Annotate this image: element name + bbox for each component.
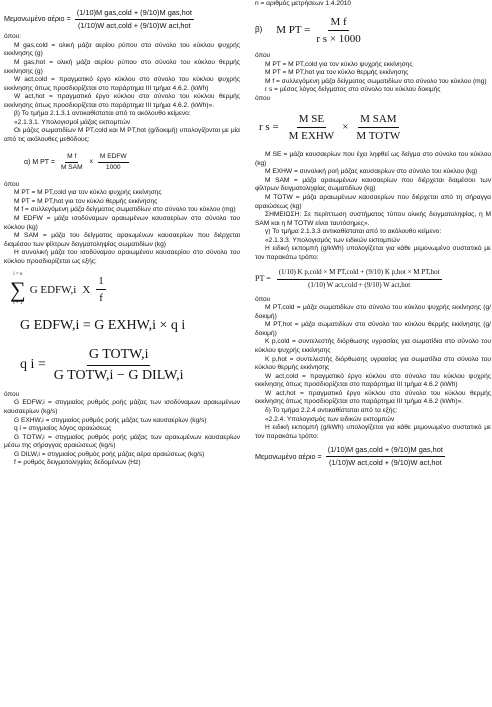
fraction-numerator: M EDFW — [98, 153, 129, 164]
equation-fraction — [52, 346, 186, 385]
equation-fraction — [314, 15, 362, 47]
fraction-numerator: M f — [328, 15, 348, 31]
definition-item: M gas,cold = ολική μάζα αερίου ρύπου στο σύνολο του κύκλου ψυχρής εκκίνησης (g) — [4, 41, 240, 58]
fraction-numerator: M f — [65, 153, 78, 164]
sum-operator — [10, 272, 26, 307]
definition-item: M gas,hot = ολική μάζα αερίου ρύπου στο σύνολο του κύκλου θερμής εκκίνησης (g) — [4, 58, 240, 75]
paragraph-beta: β) Το τμήμα 2.1.3.1 αντικαθίσταται από το ακόλουθο κείμενο: — [14, 110, 191, 118]
where-label: όπου — [4, 180, 20, 188]
fraction-denominator: M TOTW — [356, 129, 401, 142]
fraction-denominator: (1/10)W act,cold + (9/10)W act,hot — [328, 457, 442, 467]
right-column — [255, 0, 491, 470]
fraction-numerator: (1/10)M gas,cold + (9/10)M gas,hot — [326, 445, 445, 457]
fraction-numerator: (1/10) K p,cold × M PT,cold + (9/10) K p,hot × M PT,hot — [277, 268, 442, 279]
equation-lhs: q i = — [20, 357, 46, 373]
definition-item: M EXHW = συνολική ροή μάζας καυσαερίων στο σύνολο του κύκλου (kg) — [265, 168, 478, 176]
sigma-icon: ∑ — [10, 276, 26, 302]
equation-rs — [259, 112, 491, 144]
equation-lhs: r s = — [259, 121, 279, 134]
equation-fraction — [277, 268, 442, 289]
definition-list — [4, 42, 240, 111]
equation-fraction — [75, 8, 194, 30]
definition-item: G DILW,i = στιγμιαίος ρυθμός ροής μάζας αέρα αραιώσεως (kg/s) — [14, 450, 205, 458]
note-paragraph: ΣΗΜΕΙΩΣΗ: Σε περίπτωση συστήματος τύπου ολικής δειγματοληψίας, η M SAM και η M TOTW είναι ταυτόσημες». — [255, 211, 491, 227]
where-label: όπου — [255, 94, 271, 102]
equation-fraction — [59, 153, 85, 173]
fraction-numerator: G TOTW,i — [87, 346, 151, 366]
definition-list — [255, 61, 491, 95]
definition-item: M PT = M PT,cold για τον κύκλο ψυχρής εκκίνησης — [265, 60, 413, 68]
paragraph-delta: δ) Το τμήμα 2.2.4 αντικαθίσταται από τα εξής: — [265, 406, 398, 414]
equation-single-gas — [255, 445, 491, 467]
where-label: όπου — [255, 295, 271, 303]
definition-item: G EDFW,i = στιγμιαίος ρυθμός ροής μάζας των ισοδύναμων αραιωμένων καυσαερίων (kg/s) — [4, 399, 240, 415]
equation-label: Μεμονωμένο αέριο = — [4, 14, 71, 24]
definition-item: r s = μέσος λόγος δείγματος στο σύνολο του κύκλου δοκιμής — [265, 86, 441, 94]
equation-a — [24, 153, 240, 173]
where-label: όπου — [4, 390, 20, 398]
paragraph-total-mass: Η συνολική μάζα του ισοδύναμου αραιωμένου καυσαερίου στο σύνολο του κύκλου προσδιορίζεται ως εξής: — [4, 249, 240, 265]
paragraph-intro: Οι μάζες σωματιδίων M PT,cold και M PT,hot (g/δοκιμή) υπολογίζονται με μία από τις ακόλουθες μεθόδους: — [4, 127, 240, 143]
fraction-denominator: M EXHW — [288, 129, 335, 142]
fraction-denominator: r s × 1000 — [316, 32, 361, 45]
equation-label: β) — [255, 25, 263, 35]
equation-b — [255, 15, 491, 47]
equation-fraction — [326, 445, 445, 467]
equation-fraction — [287, 112, 337, 144]
definition-list — [4, 399, 240, 468]
definition-list — [255, 151, 491, 211]
fraction-denominator: M SAM — [60, 164, 83, 172]
paragraph-specific: Η ειδική εκπομπή (g/kWh) υπολογίζεται για κάθε μεμονωμένο συστατικό με τον παρακάτω τρόπο: — [255, 424, 491, 440]
definition-item: M TOTW = μάζα αραιωμένων καυσαερίων που διέρχεται από τη σήραγγα αραιώσεως (kg) — [255, 193, 491, 210]
definition-item: M PT,hot = μάζα σωματιδίων στο σύνολο του κύκλου θερμής εκκίνησης (g/δοκιμή) — [255, 321, 491, 337]
equation-q — [20, 346, 240, 385]
definition-list — [4, 189, 240, 249]
equation-pt — [255, 268, 491, 289]
definition-item: f = ρυθμός δειγματοληψίας δεδομένων (Hz) — [14, 459, 141, 467]
definition-item: M EDFW = μάζα ισοδύναμων αραιωμένων καυσαερίων στο σύνολο του κύκλου (kg) — [4, 214, 240, 231]
equation-fraction — [96, 274, 106, 306]
definition-item: G TOTW,i = στιγμιαίος ρυθμός ροής μάζας των αραιωμένων καυσαερίων μέσω της σήραγγας αραιώσεως (kg/s) — [4, 433, 240, 450]
definition-item: q i = στιγμιαίος λόγος αραιώσεως — [14, 425, 112, 433]
equation-sum — [10, 272, 240, 307]
fraction-denominator: f — [99, 292, 103, 305]
fraction-denominator: 1000 — [105, 164, 121, 172]
sum-lower-limit: i = 1 — [13, 300, 23, 306]
paragraph-specific: Η ειδική εκπομπή (g/kWh) υπολογίζεται για κάθε μεμονωμένο συστατικό με τον παρακάτω τρόπο: — [255, 245, 491, 261]
definition-item: M f = συλλεγόμενη μάζα δείγματος σωματιδίων στο σύνολο του κύκλου (mg) — [14, 206, 236, 214]
measurements-line: n = αριθμός μετρήσεων 1.4.2010 — [255, 0, 352, 7]
definition-item: W act,cold = πραγματικό έργο κύκλου στο σύνολο του κύκλου ψυχρής εκκίνησης όπως προσδιορίζεται στο παράρτημα III τμήμα 4.6.2. (kWh) — [4, 76, 240, 92]
definition-item: W act,hot = πραγματικό έργο κύκλου στο σύνολο του κύκλου θερμής εκκίνησης όπως προσδιορίζεται στο παράρτημα III τμήμα 4.6.2 (kWh)». — [255, 389, 491, 406]
fraction-numerator: M SAM — [358, 112, 398, 128]
equation-fraction — [98, 153, 129, 173]
sum-upper-limit: i = n — [13, 272, 23, 278]
definition-item: K p,hot = συντελεστής διόρθωσης υγρασίας για σωματίδια στο σύνολο του κύκλου θερμής εκκίνησης — [255, 355, 491, 372]
equation-lhs: PT = — [255, 273, 271, 283]
fraction-numerator: (1/10)M gas,cold + (9/10)M gas,hot — [75, 8, 194, 20]
definition-item: G EXHW,i = στιγμιαίος ρυθμός ροής μάζας των καυσαερίων (kg/s) — [14, 416, 207, 424]
definition-item: W act,hot = πραγματικό έργο κύκλου στο σύνολο του κύκλου θερμής εκκίνησης όπως προσδιορίζεται στο παράρτημα III τμήμα 4.6.2. (kWh)». — [4, 93, 240, 109]
where-label: όπου: — [4, 33, 22, 41]
equation-label: Μεμονωμένο αέριο = — [255, 451, 322, 461]
definition-item: M PT = M PT,cold για τον κύκλο ψυχρής εκκίνησης — [14, 189, 162, 197]
paragraph-gamma: γ) Το τμήμα 2.1.3.3 αντικαθίσταται από το ακόλουθο κείμενο: — [265, 228, 442, 236]
sum-body: G EDFW,i — [29, 283, 77, 296]
equation-gedfw: G EDFW,i = G EXHW,i × q i — [20, 318, 186, 334]
definition-item: M PT = M PT,hot για τον κύκλο θερμής εκκίνησης — [265, 69, 409, 77]
fraction-denominator: (1/10)W act,cold + (9/10)W act,hot — [77, 20, 191, 30]
times-sign: X — [82, 283, 91, 296]
left-column — [4, 0, 240, 468]
definition-item: M SE = μάζα καυσαερίων που έχει ληφθεί ως δείγμα στο σύνολο του κύκλου (kg) — [255, 151, 491, 167]
where-label: όπου — [255, 52, 271, 60]
definition-item: M PT = M PT,hot για τον κύκλο θερμής εκκίνησης — [14, 197, 158, 205]
definition-item: K p,cold = συντελεστής διόρθωσης υγρασίας για σωματίδια στο σύνολο του κύκλου ψυχρής εκκίνησης — [255, 338, 491, 354]
fraction-numerator: 1 — [96, 274, 106, 290]
fraction-numerator: M SE — [297, 112, 326, 128]
equation-single-gas — [4, 8, 240, 30]
fraction-denominator: (1/10) W act,cold + (9/10) W act,hot — [308, 280, 411, 289]
definition-item: M PT,cold = μάζα σωματιδίων στο σύνολο του κύκλου ψυχρής εκκίνησης (g/δοκιμή) — [255, 304, 491, 320]
definition-item: W act,cold = πραγματικό έργο κύκλου στο σύνολο του κύκλου ψυχρής εκκίνησης όπως προσδιορίζεται στο παράρτημα III τμήμα 4.6.2 (kWh) — [255, 372, 491, 389]
equation-fraction — [354, 112, 402, 144]
definition-item: M SAM = μάζα αραιωμένων καυσαερίων που διέρχεται διαμέσου των φίλτρων δειγματοληψίας σωματιδίων (kg) — [255, 176, 491, 193]
equation-label: α) M PT = — [24, 159, 55, 167]
times-sign: x — [89, 158, 93, 166]
fraction-denominator: G TOTW,i − G DILW,i — [53, 367, 184, 383]
section-heading: «2.2.4. Υπολογισμός των ειδικών εκπομπών — [265, 415, 395, 423]
section-heading: «2.1.3.3. Υπολογισμός των ειδικών εκπομπών — [265, 236, 400, 244]
definition-item: M SAM = μάζα του δείγματος αραιωμένων καυσαερίων που διέρχεται διαμέσου των φίλτρων δειγματοληψίας σωματιδίων (kg) — [4, 232, 240, 248]
equation-lhs: M PT = — [276, 24, 311, 37]
section-heading: «2.1.3.1. Υπολογισμοί μάζας εκπομπών — [14, 118, 131, 126]
times-sign: × — [342, 121, 349, 134]
definition-item: M f = συλλεγόμενη μάζα δείγματος σωματιδίων στο σύνολο του κύκλου (mg) — [265, 77, 487, 85]
definition-list — [255, 304, 491, 407]
